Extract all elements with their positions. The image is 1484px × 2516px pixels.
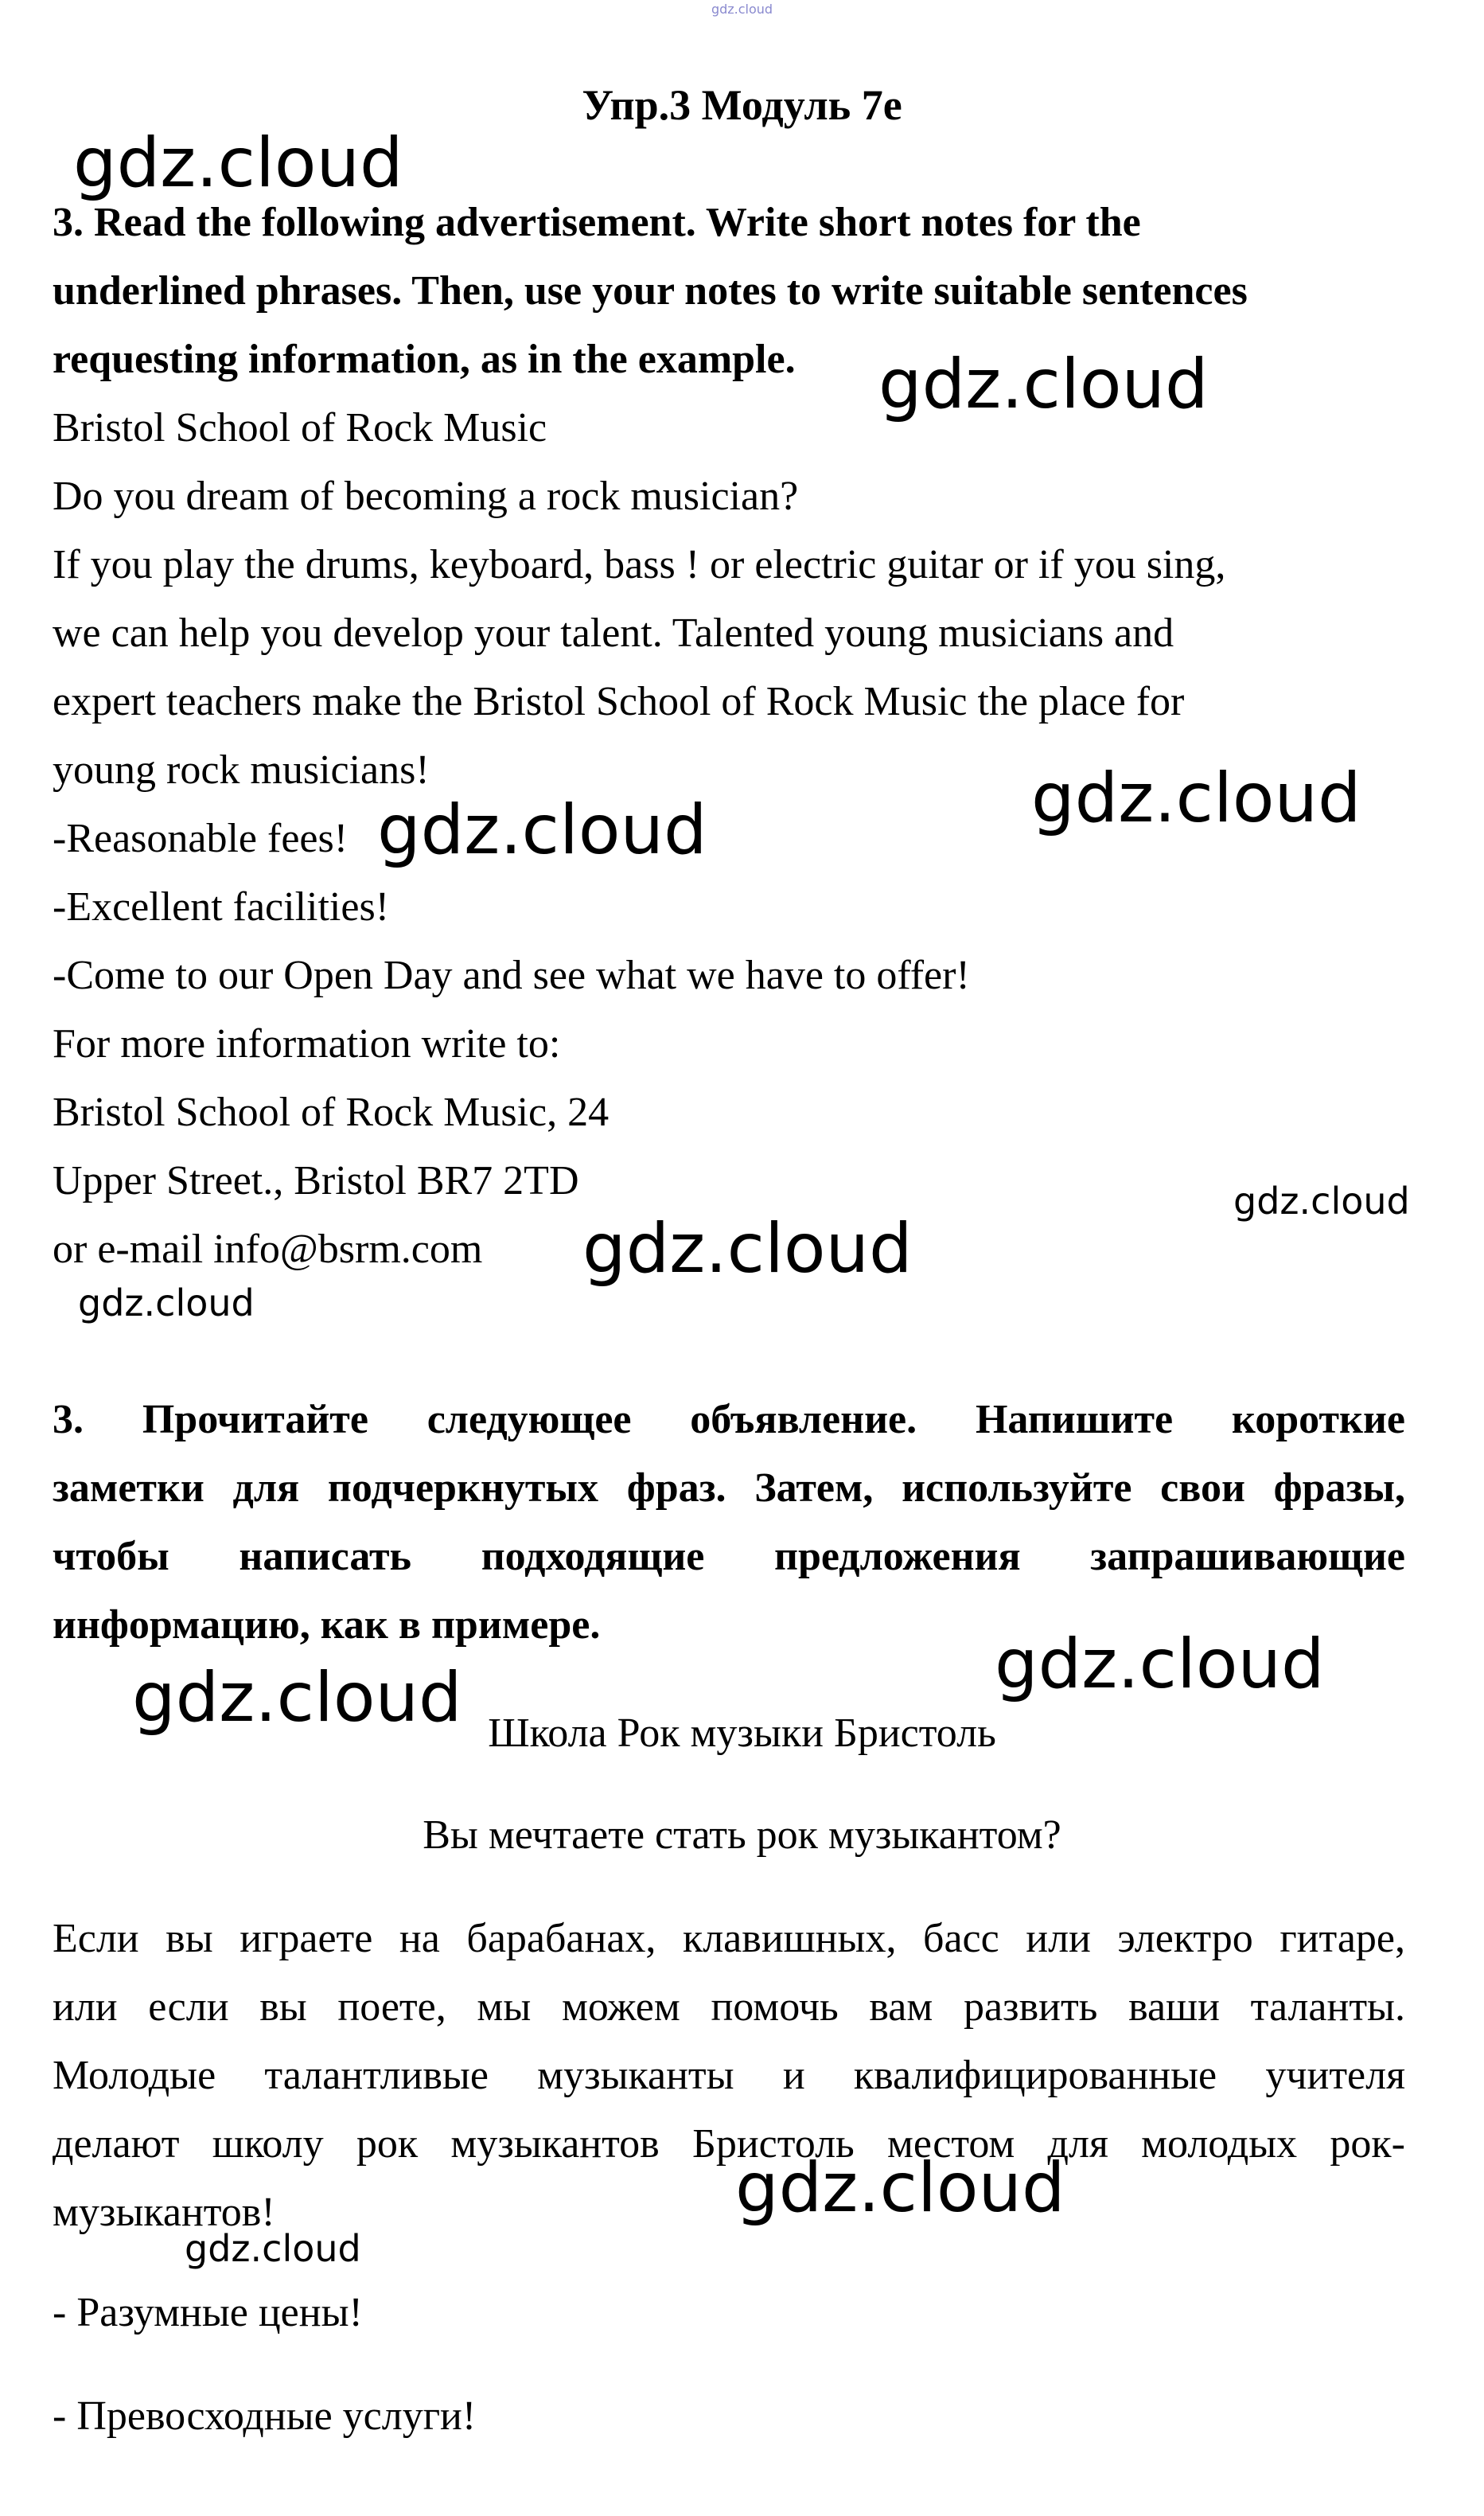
ad-line-ru: делают школу рок музыкантов Бристоль местом для молодых рок- bbox=[53, 2121, 1405, 2167]
ad-bullet-ru: - Разумные цены! bbox=[53, 2290, 363, 2335]
task-line-ru: информацию, как в примере. bbox=[53, 1602, 601, 1648]
page-title: Упр.3 Модуль 7e bbox=[582, 81, 902, 129]
watermark: gdz.cloud bbox=[1233, 1180, 1410, 1223]
email-line: or e-mail info@bsrm.com bbox=[53, 1227, 483, 1272]
ad-line-ru: Если вы играете на барабанах, клавишных, басс или электро гитаре, bbox=[53, 1916, 1405, 1961]
watermark: gdz.cloud bbox=[73, 123, 403, 203]
ad-line: If you play the drums, keyboard, bass ! or electric guitar or if you sing, bbox=[53, 542, 1226, 587]
task-line: 3. Read the following advertisement. Write short notes for the bbox=[53, 200, 1141, 245]
task-line-ru: заметки для подчеркнутых фраз. Затем, используйте свои фразы, bbox=[53, 1465, 1405, 1511]
watermark: gdz.cloud bbox=[132, 1658, 462, 1738]
ad-line: Do you dream of becoming a rock musician? bbox=[53, 474, 799, 519]
task-line: underlined phrases. Then, use your notes to write suitable sentences bbox=[53, 268, 1248, 314]
ad-bullet: -Reasonable fees! bbox=[53, 816, 349, 861]
ad-line: expert teachers make the Bristol School of Rock Music the place for bbox=[53, 679, 1185, 724]
ad-line: young rock musicians! bbox=[53, 747, 430, 793]
ad-line: we can help you develop your talent. Talented young musicians and bbox=[53, 610, 1174, 656]
top-watermark: gdz.cloud bbox=[711, 2, 773, 17]
watermark: gdz.cloud bbox=[1031, 759, 1361, 838]
ad-line-ru: Молодые талантливые музыканты и квалифицированные учителя bbox=[53, 2053, 1405, 2098]
ad-line: For more information write to: bbox=[53, 1021, 561, 1067]
ad-bullet: -Come to our Open Day and see what we have to offer! bbox=[53, 953, 970, 998]
watermark: gdz.cloud bbox=[78, 1281, 255, 1324]
task-line-ru: 3. Прочитайте следующее объявление. Напишите короткие bbox=[53, 1397, 1405, 1442]
watermark: gdz.cloud bbox=[878, 345, 1209, 424]
watermark: gdz.cloud bbox=[377, 790, 707, 870]
ad-line-ru: музыкантов! bbox=[53, 2190, 275, 2235]
watermark: gdz.cloud bbox=[582, 1209, 913, 1289]
task-line: requesting information, as in the example. bbox=[53, 337, 796, 382]
watermark: gdz.cloud bbox=[735, 2148, 1065, 2228]
ad-line-ru: или если вы поете, мы можем помочь вам развить ваши таланты. bbox=[53, 1984, 1405, 2030]
task-line-ru: чтобы написать подходящие предложения запрашивающие bbox=[53, 1534, 1405, 1579]
ad-title: Bristol School of Rock Music bbox=[53, 405, 547, 451]
ad-bullet: -Excellent facilities! bbox=[53, 884, 390, 930]
watermark: gdz.cloud bbox=[185, 2227, 361, 2270]
watermark: gdz.cloud bbox=[995, 1625, 1325, 1704]
address-line: Bristol School of Rock Music, 24 bbox=[53, 1090, 610, 1135]
ad-title-ru: Школа Рок музыки Бристоль bbox=[488, 1710, 996, 1756]
ad-question-ru: Вы мечтаете стать рок музыкантом? bbox=[423, 1812, 1061, 1858]
ad-bullet-ru: - Превосходные услуги! bbox=[53, 2393, 477, 2439]
address-line: Upper Street., Bristol BR7 2TD bbox=[53, 1158, 579, 1203]
